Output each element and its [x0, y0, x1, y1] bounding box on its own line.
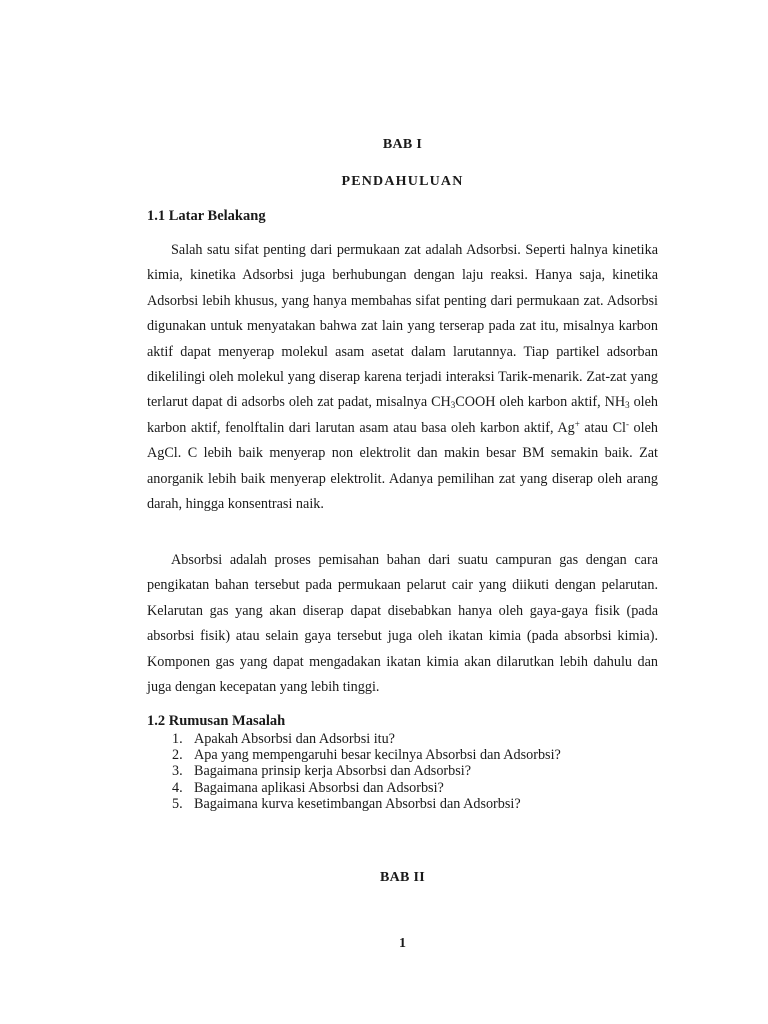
chapter-2-number: BAB II [380, 870, 425, 885]
paragraph-text: COOH oleh karbon aktif, NH [455, 394, 626, 411]
subscript: 3 [450, 400, 456, 411]
paragraph-adsorbsi [147, 238, 658, 517]
list-item-text: Apakah Absorbsi dan Adsorbsi itu? [194, 731, 395, 747]
subscript: 3 [625, 400, 630, 411]
list-number: 1. [172, 731, 183, 747]
list-item [147, 747, 561, 763]
chapter-title: PENDAHULUAN [341, 174, 464, 189]
list-item [147, 731, 561, 747]
superscript: + [574, 418, 580, 429]
list-item [147, 780, 561, 796]
paragraph-absorbsi: Absorbsi adalah proses pemisahan bahan dari suatu campuran gas dengan cara pengikatan bahan tersebut pada permukaan pelarut cair yang diikuti dengan pelarutan. Kelarutan gas yang akan diserap dapat disebabkan hanya oleh gaya-gaya fisik (pada absorbsi fisik) atau selain gaya tersebut juga oleh ikatan kimia (pada absorbsi kimia). Komponen gas yang dapat mengadakan ikatan kimia akan dilarutkan lebih dahulu dan juga dengan kecepatan yang lebih tinggi. [147, 552, 658, 696]
paragraph-text: Salah satu sifat penting dari permukaan zat adalah Adsorbsi. Seperti halnya kinetika kimia, kinetika Adsorbsi juga berhubungan dengan laju reaksi. Hanya saja, kinetika Adsorbsi lebih khusus, yang hanya membahas sifat penting dari permukaan zat. Adsorbsi digunakan untuk menyatakan bahwa zat lain yang terserap pada zat itu, misalnya karbon aktif dapat menyerap molekul asam asetat dalam larutannya. Tiap partikel adsorban dikelilingi oleh molekul yang diserap karena terjadi interaksi Tarik-menarik. Zat-zat yang terlarut dapat di adsorbs oleh zat padat, misalnya CH [147, 242, 658, 411]
paragraph-text: oleh AgCl. C lebih baik menyerap non elektrolit dan makin besar BM semakin baik. Zat anorganik lebih baik menyerap elektrolit. Adanya pemilihan zat yang diserap oleh arang darah, hingga konsentrasi naik. [147, 419, 658, 513]
page-number: 1 [399, 936, 406, 951]
section-heading-latar-belakang: 1.1 Latar Belakang [147, 208, 266, 224]
list-number: 3. [172, 763, 183, 780]
list-number: 4. [172, 779, 183, 796]
superscript: - [625, 418, 629, 429]
paragraph-text: oleh karbon aktif, fenolftalin dari larutan asam atau basa oleh karbon aktif, Ag [147, 394, 658, 436]
list-item [147, 763, 561, 779]
section-heading-rumusan-masalah: 1.2 Rumusan Masalah [147, 713, 286, 729]
list-item [147, 796, 561, 812]
paragraph-text: atau Cl [579, 419, 626, 436]
list-number: 5. [172, 795, 183, 812]
question-list [147, 731, 561, 812]
list-item-text: Bagaimana prinsip kerja Absorbsi dan Adsorbsi? [194, 763, 472, 780]
chapter-number: BAB I [382, 137, 423, 152]
list-item-text: Bagaimana kurva kesetimbangan Absorbsi dan Adsorbsi? [194, 795, 521, 812]
list-item-text: Apa yang mempengaruhi besar kecilnya Absorbsi dan Adsorbsi? [194, 747, 561, 764]
list-number: 2. [172, 747, 183, 764]
list-item-text: Bagaimana aplikasi Absorbsi dan Adsorbsi? [194, 779, 444, 796]
